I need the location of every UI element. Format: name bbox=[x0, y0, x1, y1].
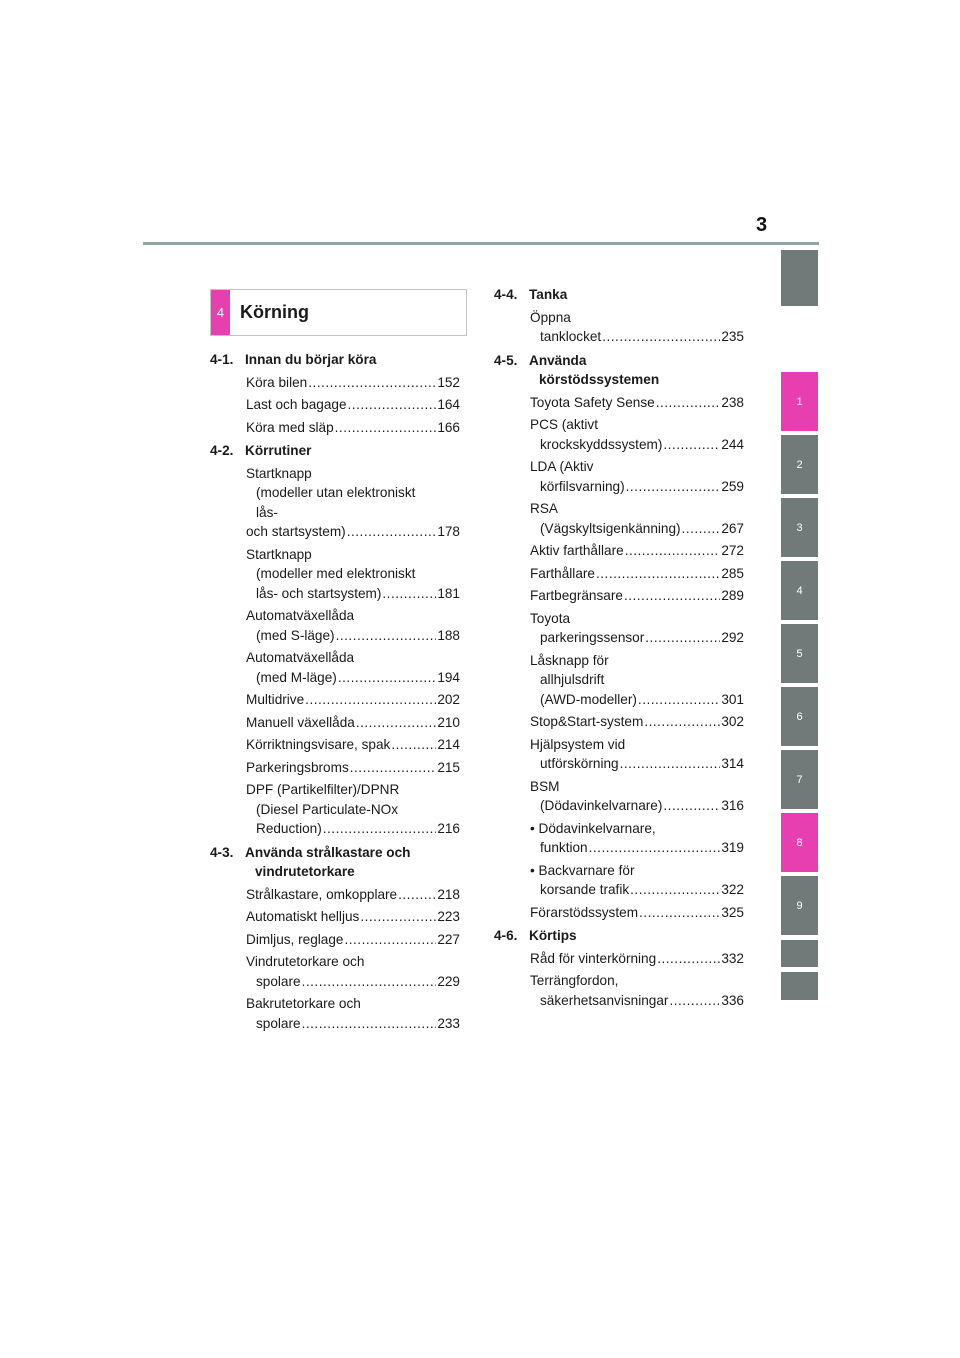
chapter-tab-8[interactable]: 8 bbox=[781, 813, 818, 872]
toc-entry[interactable] bbox=[494, 564, 744, 584]
toc-page-number: 292 bbox=[721, 630, 744, 645]
dot-leader bbox=[338, 668, 436, 688]
toc-entry-leader-line bbox=[530, 519, 744, 539]
dot-leader bbox=[348, 395, 437, 415]
toc-entry[interactable] bbox=[494, 861, 744, 900]
toc-entry-title: Automatiskt helljus bbox=[246, 909, 360, 924]
toc-group-title-line: Använda strålkastare och bbox=[245, 844, 411, 860]
dot-leader bbox=[360, 907, 436, 927]
toc-entry-leader-line bbox=[246, 626, 460, 646]
toc-entry-title: Fartbegränsare bbox=[530, 588, 623, 603]
toc-entry-leader-line bbox=[530, 564, 744, 584]
toc-entry-title: (Dödavinkelvarnare) bbox=[540, 798, 663, 813]
toc-entry[interactable] bbox=[494, 777, 744, 816]
toc-entry-leader-line bbox=[246, 819, 460, 839]
toc-page-number: 188 bbox=[437, 627, 460, 643]
toc-group-number: 4-5. bbox=[494, 352, 518, 368]
dot-leader bbox=[626, 477, 721, 497]
toc-page-number: 235 bbox=[721, 329, 744, 344]
toc-entry-title: Aktiv farthållare bbox=[530, 543, 624, 558]
toc-group-title bbox=[529, 285, 567, 305]
toc-group-title-line: Använda bbox=[529, 352, 587, 368]
toc-entry-leader-line bbox=[246, 522, 460, 542]
toc-group-title bbox=[245, 350, 376, 370]
toc-page-number: 336 bbox=[721, 992, 744, 1008]
toc-entry[interactable] bbox=[210, 735, 460, 755]
toc-entry[interactable] bbox=[210, 780, 460, 839]
toc-entry-leader-line bbox=[246, 758, 460, 778]
toc-entry-title: funktion bbox=[540, 840, 588, 855]
toc-entry-leader-line bbox=[246, 584, 460, 604]
chapter-tab-1[interactable]: 1 bbox=[781, 372, 818, 431]
toc-entry[interactable] bbox=[210, 395, 460, 415]
dot-leader bbox=[669, 991, 720, 1011]
chapter-tab-3[interactable]: 3 bbox=[781, 498, 818, 557]
toc-group-heading[interactable] bbox=[210, 843, 460, 882]
toc-entry-title: Reduction) bbox=[256, 821, 322, 836]
dot-leader bbox=[645, 628, 720, 648]
toc-entry-leader-line bbox=[246, 1014, 460, 1034]
toc-entry-line: BSM bbox=[530, 778, 560, 794]
toc-page-number: 214 bbox=[437, 737, 460, 752]
toc-left-column bbox=[210, 350, 460, 1037]
toc-entry-line: RSA bbox=[530, 501, 558, 516]
toc-entry-leader-line bbox=[246, 735, 460, 755]
dot-leader bbox=[638, 690, 720, 710]
toc-entry[interactable] bbox=[494, 308, 744, 347]
chapter-tab-4[interactable]: 4 bbox=[781, 561, 818, 620]
toc-group-title bbox=[245, 843, 410, 882]
dot-leader bbox=[656, 393, 721, 413]
toc-entry-title: Strålkastare, omkopplare bbox=[246, 886, 398, 902]
toc-page-number: 227 bbox=[437, 931, 460, 947]
dot-leader bbox=[589, 838, 721, 858]
toc-entry-title: Förarstödssystem bbox=[530, 904, 639, 920]
toc-entry-line: Automatväxellåda bbox=[246, 650, 355, 665]
toc-group-title-line: Körrutiner bbox=[245, 443, 312, 458]
toc-entry-line: lås- bbox=[256, 504, 278, 520]
chapter-tab-2[interactable]: 2 bbox=[781, 435, 818, 494]
toc-page-number: 301 bbox=[721, 691, 744, 707]
dot-leader bbox=[336, 626, 437, 646]
toc-page-number: 285 bbox=[721, 565, 744, 581]
toc-page-number: 267 bbox=[721, 520, 744, 536]
toc-entry-title: spolare bbox=[256, 973, 301, 989]
dot-leader bbox=[350, 758, 437, 778]
toc-entry[interactable] bbox=[494, 651, 744, 710]
dot-leader bbox=[639, 903, 720, 923]
dot-leader bbox=[302, 1014, 437, 1034]
toc-entry-title: Last och bagage bbox=[246, 397, 347, 412]
toc-entry-title: Råd för vinterkörning bbox=[530, 950, 657, 966]
toc-page-number: 238 bbox=[721, 394, 744, 410]
toc-group-title-line: Innan du börjar köra bbox=[245, 352, 377, 367]
dot-leader bbox=[620, 754, 721, 774]
chapter-tab-7[interactable]: 7 bbox=[781, 750, 818, 809]
toc-page-number: 202 bbox=[437, 692, 460, 707]
toc-entry[interactable] bbox=[210, 713, 460, 733]
toc-entry[interactable] bbox=[210, 758, 460, 778]
toc-group-title-line: Tanka bbox=[529, 287, 568, 302]
toc-entry-leader-line bbox=[530, 690, 744, 710]
section-header bbox=[210, 289, 467, 336]
toc-entry-leader-line bbox=[530, 796, 744, 816]
toc-entry-line: Låsknapp för bbox=[530, 652, 609, 668]
toc-group-title bbox=[529, 926, 577, 946]
toc-group bbox=[210, 441, 460, 839]
toc-entry[interactable] bbox=[210, 464, 460, 542]
section-title: Körning bbox=[240, 302, 309, 322]
dot-leader bbox=[335, 418, 437, 438]
toc-entry-leader-line bbox=[530, 754, 744, 774]
toc-group-heading[interactable] bbox=[494, 351, 744, 390]
toc-page-number: 314 bbox=[721, 756, 744, 771]
toc-entry-title: (med S-läge) bbox=[256, 627, 335, 643]
toc-page-number: 316 bbox=[721, 798, 744, 813]
toc-page-number: 289 bbox=[721, 588, 744, 603]
toc-entry-title: (AWD-modeller) bbox=[540, 691, 637, 707]
toc-entry-line: Terrängfordon, bbox=[530, 973, 619, 988]
toc-entry-line: allhjulsdrift bbox=[540, 672, 605, 687]
toc-entry-leader-line bbox=[530, 880, 744, 900]
toc-entry-leader-line bbox=[246, 713, 460, 733]
toc-group bbox=[210, 350, 460, 437]
toc-entry[interactable] bbox=[494, 949, 744, 969]
toc-group-title bbox=[529, 351, 659, 390]
toc-group-number: 4-6. bbox=[494, 928, 518, 943]
toc-entry-leader-line bbox=[530, 435, 744, 455]
toc-page-number: 152 bbox=[437, 374, 460, 390]
toc-entry-line: PCS (aktivt bbox=[530, 417, 598, 432]
toc-entry-line: (Diesel Particulate-NOx bbox=[256, 801, 399, 817]
toc-entry-line: (modeller med elektroniskt bbox=[256, 566, 416, 581]
toc-entry[interactable] bbox=[210, 994, 460, 1033]
toc-entry[interactable] bbox=[494, 541, 744, 561]
toc-entry-leader-line bbox=[530, 393, 744, 413]
dot-leader bbox=[382, 584, 436, 604]
toc-entry-title: Manuell växellåda bbox=[246, 714, 355, 730]
toc-entry-line: • Dödavinkelvarnare, bbox=[530, 820, 656, 836]
toc-group-number: 4-2. bbox=[210, 443, 234, 458]
toc-page-number: 272 bbox=[721, 543, 744, 558]
toc-entry-title: säkerhetsanvisningar bbox=[540, 992, 669, 1008]
toc-page-number: 164 bbox=[437, 397, 460, 412]
toc-entry-leader-line bbox=[246, 690, 460, 710]
toc-page-number: 319 bbox=[721, 840, 744, 855]
toc-entry-line: Toyota bbox=[530, 610, 571, 626]
toc-page-number: 332 bbox=[721, 950, 744, 966]
toc-entry-line: DPF (Partikelfilter)/DPNR bbox=[246, 782, 400, 797]
dot-leader bbox=[663, 796, 720, 816]
toc-entry[interactable] bbox=[494, 457, 744, 496]
toc-page-number: 218 bbox=[437, 886, 460, 902]
toc-entry[interactable] bbox=[494, 735, 744, 774]
toc-entry-title: körfilsvarning) bbox=[540, 478, 625, 494]
section-number: 4 bbox=[211, 290, 230, 335]
toc-entry-title: Köra med släp bbox=[246, 419, 334, 435]
toc-group bbox=[494, 926, 744, 1010]
toc-entry[interactable] bbox=[210, 648, 460, 687]
toc-entry[interactable] bbox=[210, 952, 460, 991]
toc-entry-line: • Backvarnare för bbox=[530, 862, 635, 878]
chapter-tab-blank[interactable] bbox=[781, 250, 818, 306]
toc-entry-leader-line bbox=[530, 628, 744, 648]
toc-entry-title: parkeringssensor bbox=[540, 630, 645, 645]
toc-entry[interactable] bbox=[494, 415, 744, 454]
toc-entry-line: Vindrutetorkare och bbox=[246, 954, 365, 969]
dot-leader bbox=[347, 522, 437, 542]
toc-entry[interactable] bbox=[494, 499, 744, 538]
toc-group-title-line: Körtips bbox=[529, 928, 577, 943]
toc-page-number: 166 bbox=[437, 419, 460, 435]
toc-page-number: 178 bbox=[437, 524, 460, 539]
dot-leader bbox=[682, 519, 721, 539]
toc-entry-line: Automatväxellåda bbox=[246, 608, 355, 623]
toc-entry[interactable] bbox=[210, 907, 460, 927]
toc-entry-line: Startknapp bbox=[246, 546, 312, 562]
header-rule bbox=[143, 242, 819, 245]
toc-entry-leader-line bbox=[246, 930, 460, 950]
toc-entry-leader-line bbox=[246, 907, 460, 927]
toc-group-heading[interactable] bbox=[494, 285, 744, 305]
toc-entry-leader-line bbox=[530, 903, 744, 923]
dot-leader bbox=[663, 435, 720, 455]
toc-entry-leader-line bbox=[530, 477, 744, 497]
dot-leader bbox=[305, 690, 436, 710]
chapter-tab-blank[interactable] bbox=[781, 972, 818, 1000]
toc-entry-title: Multidrive bbox=[246, 692, 305, 707]
toc-entry-line: Bakrutetorkare och bbox=[246, 996, 361, 1011]
toc-group-title-line: körstödssystemen bbox=[539, 372, 660, 387]
chapter-tab-9[interactable]: 9 bbox=[781, 876, 818, 935]
toc-entry-title: Farthållare bbox=[530, 565, 595, 581]
toc-group bbox=[494, 351, 744, 923]
toc-entry-title: spolare bbox=[256, 1015, 301, 1031]
toc-page-number: 259 bbox=[721, 478, 744, 494]
toc-entry-leader-line bbox=[530, 541, 744, 561]
toc-entry-line: Hjälpsystem vid bbox=[530, 736, 626, 752]
dot-leader bbox=[323, 819, 437, 839]
toc-entry[interactable] bbox=[494, 586, 744, 606]
toc-entry-title: Köra bilen bbox=[246, 374, 308, 390]
toc-entry-leader-line bbox=[246, 668, 460, 688]
toc-group-title-line: vindrutetorkare bbox=[255, 864, 355, 879]
toc-group bbox=[494, 285, 744, 347]
toc-entry-leader-line bbox=[246, 418, 460, 438]
dot-leader bbox=[391, 735, 436, 755]
dot-leader bbox=[344, 930, 436, 950]
toc-entry-line: Öppna bbox=[530, 309, 571, 325]
toc-entry-leader-line bbox=[530, 586, 744, 606]
toc-entry[interactable] bbox=[494, 712, 744, 732]
chapter-tab-6[interactable]: 6 bbox=[781, 687, 818, 746]
dot-leader bbox=[356, 713, 436, 733]
toc-page-number: 210 bbox=[437, 714, 460, 730]
toc-entry-title: (Vägskyltsigenkänning) bbox=[540, 520, 681, 536]
toc-entry[interactable] bbox=[494, 393, 744, 413]
toc-entry-leader-line bbox=[530, 838, 744, 858]
toc-entry[interactable] bbox=[494, 903, 744, 923]
dot-leader bbox=[596, 564, 720, 584]
toc-page-number: 229 bbox=[437, 973, 460, 989]
toc-entry-leader-line bbox=[246, 972, 460, 992]
toc-entry-line: (modeller utan elektroniskt bbox=[256, 485, 416, 500]
toc-page-number: 244 bbox=[721, 436, 744, 452]
dot-leader bbox=[398, 885, 436, 905]
dot-leader bbox=[657, 949, 720, 969]
toc-entry[interactable] bbox=[210, 373, 460, 393]
toc-page-number: 194 bbox=[437, 669, 460, 685]
toc-page-number: 223 bbox=[437, 909, 460, 924]
toc-entry-leader-line bbox=[246, 395, 460, 415]
toc-entry-leader-line bbox=[246, 373, 460, 393]
toc-group-number: 4-3. bbox=[210, 844, 234, 860]
toc-entry-title: och startsystem) bbox=[246, 524, 346, 539]
toc-entry[interactable] bbox=[210, 930, 460, 950]
toc-entry[interactable] bbox=[494, 609, 744, 648]
toc-entry[interactable] bbox=[210, 418, 460, 438]
chapter-tab-blank[interactable] bbox=[781, 940, 818, 967]
dot-leader bbox=[602, 327, 720, 347]
dot-leader bbox=[630, 880, 720, 900]
toc-entry-line: Startknapp bbox=[246, 465, 312, 481]
dot-leader bbox=[644, 712, 720, 732]
toc-page-number: 216 bbox=[437, 821, 460, 836]
toc-page-number: 215 bbox=[437, 759, 460, 775]
toc-page-number: 302 bbox=[721, 714, 744, 729]
dot-leader bbox=[308, 373, 436, 393]
toc-entry-title: Parkeringsbroms bbox=[246, 759, 349, 775]
toc-entry-title: (med M-läge) bbox=[256, 669, 337, 685]
toc-entry-leader-line bbox=[530, 949, 744, 969]
toc-entry[interactable] bbox=[210, 545, 460, 604]
toc-entry-title: lås- och startsystem) bbox=[256, 585, 382, 601]
toc-group-heading[interactable] bbox=[494, 926, 744, 946]
toc-page-number: 233 bbox=[437, 1015, 460, 1031]
dot-leader bbox=[302, 972, 437, 992]
toc-right-column bbox=[494, 285, 744, 1014]
toc-group-heading[interactable] bbox=[210, 441, 460, 461]
toc-entry-title: krockskyddssystem) bbox=[540, 436, 663, 452]
toc-group bbox=[210, 843, 460, 1034]
toc-entry[interactable] bbox=[494, 819, 744, 858]
toc-entry-leader-line bbox=[530, 327, 744, 347]
toc-entry-title: Dimljus, reglage bbox=[246, 931, 344, 947]
toc-entry-leader-line bbox=[530, 712, 744, 732]
toc-entry-title: Toyota Safety Sense bbox=[530, 394, 655, 410]
toc-entry-title: Stop&Start-system bbox=[530, 714, 644, 729]
toc-entry[interactable] bbox=[210, 690, 460, 710]
toc-entry[interactable] bbox=[210, 885, 460, 905]
toc-page-number: 181 bbox=[437, 585, 460, 601]
toc-group-number: 4-4. bbox=[494, 287, 518, 302]
chapter-tab-5[interactable]: 5 bbox=[781, 624, 818, 683]
toc-group-heading[interactable] bbox=[210, 350, 460, 370]
toc-entry-line: LDA (Aktiv bbox=[530, 459, 594, 474]
toc-entry-title: korsande trafik bbox=[540, 882, 630, 897]
toc-entry-leader-line bbox=[246, 885, 460, 905]
toc-group-number: 4-1. bbox=[210, 352, 234, 367]
toc-entry[interactable] bbox=[210, 606, 460, 645]
toc-group-title bbox=[245, 441, 311, 461]
toc-entry-title: tanklocket bbox=[540, 329, 602, 344]
toc-entry[interactable] bbox=[494, 971, 744, 1010]
page-number: 3 bbox=[756, 214, 768, 236]
toc-page-number: 325 bbox=[721, 904, 744, 920]
dot-leader bbox=[625, 541, 721, 561]
toc-entry-leader-line bbox=[530, 991, 744, 1011]
toc-entry-title: Körriktningsvisare, spak bbox=[246, 737, 391, 752]
toc-entry-title: utförskörning bbox=[540, 756, 619, 771]
dot-leader bbox=[624, 586, 720, 606]
toc-page-number: 322 bbox=[721, 882, 744, 897]
